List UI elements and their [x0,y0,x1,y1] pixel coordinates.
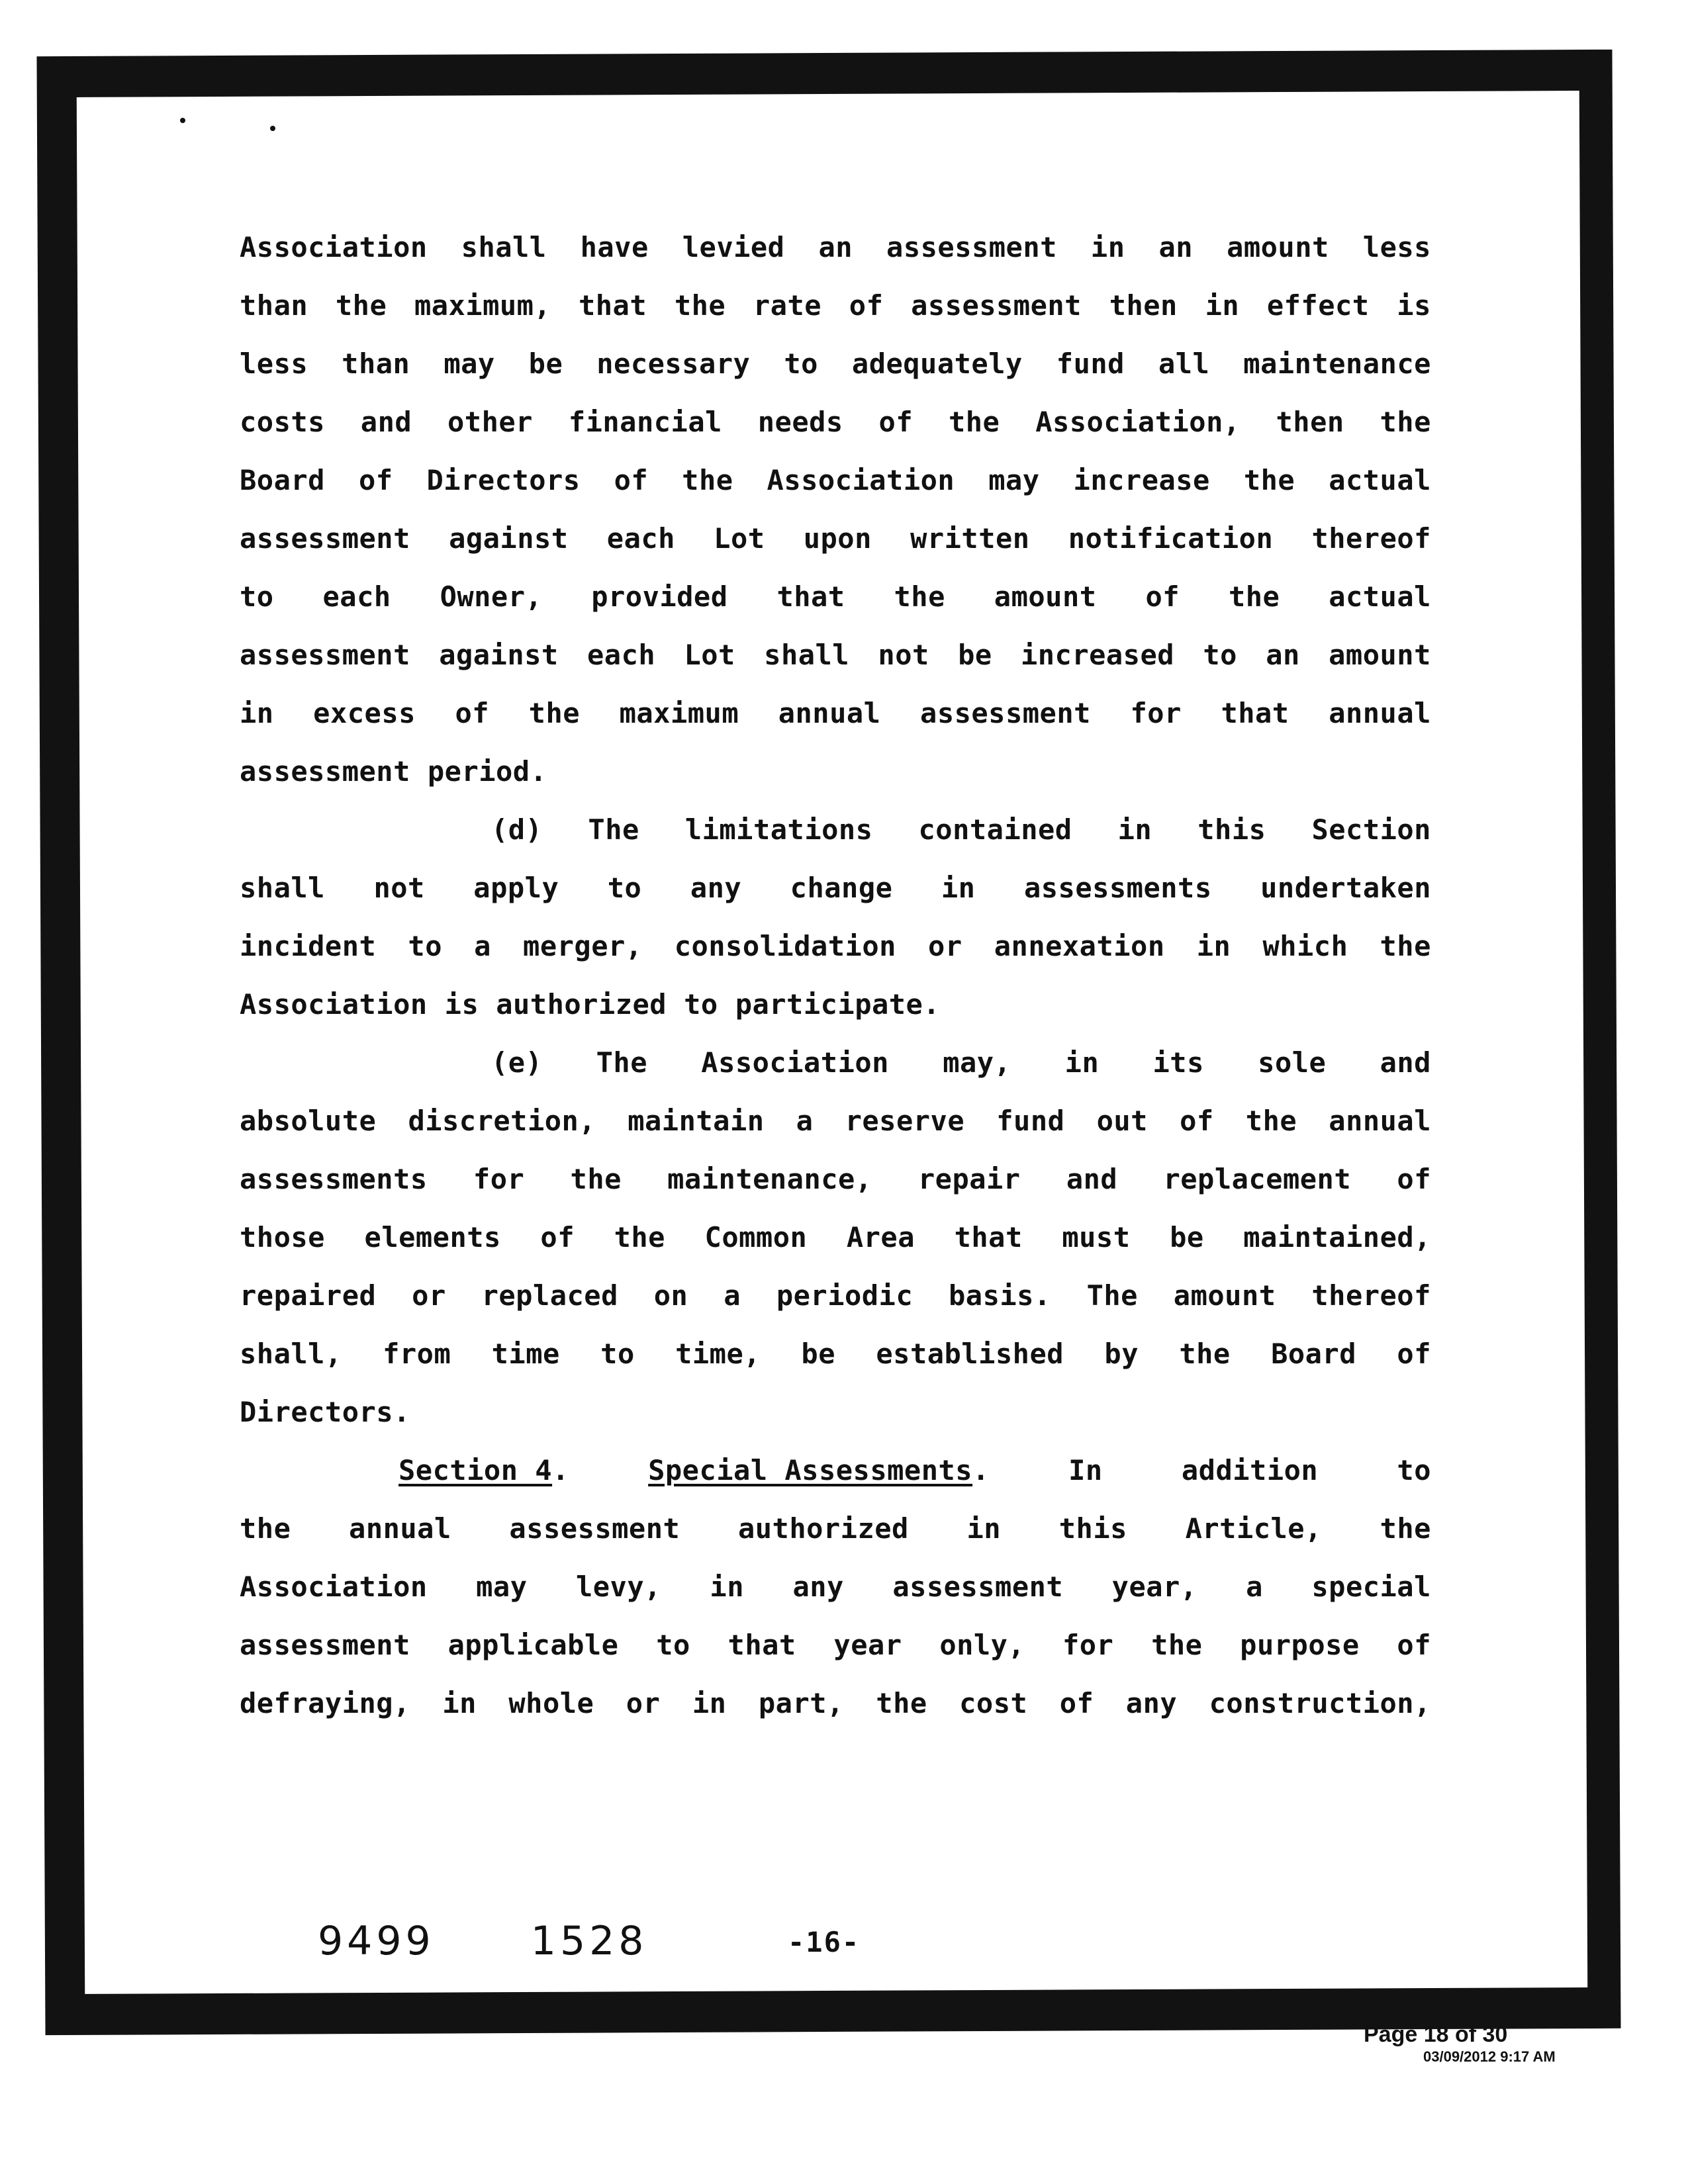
word: the [1179,1338,1231,1370]
word: special [1311,1570,1431,1603]
word: change [790,872,893,904]
word: its [1152,1046,1204,1079]
word: this [1197,813,1266,846]
word: and [1066,1163,1118,1195]
word: written [910,522,1030,555]
text-line [240,568,1431,626]
word: undertaken [1260,872,1431,904]
word: of [455,697,490,729]
word: may, [943,1046,1011,1079]
word: against [449,522,569,555]
word: in [692,1687,727,1719]
word: costs [240,406,325,438]
word: this [1058,1512,1127,1545]
text-line [240,1267,1431,1325]
word: less [240,347,308,380]
text-line [240,218,1431,277]
word: thereof [1311,522,1431,555]
scan-speck [180,118,185,123]
word: those [240,1221,325,1253]
word: of [1397,1338,1431,1370]
word: Section [1311,813,1431,846]
word: may [444,347,495,380]
text-line [240,801,1431,859]
word: in [1117,813,1152,846]
word: in [966,1512,1002,1545]
word: for [1062,1629,1114,1661]
word: annual [349,1512,451,1545]
word: that [1221,697,1289,729]
word: fund [1056,347,1125,380]
word: elements [364,1221,501,1253]
text-line [240,859,1431,917]
word: only, [939,1629,1025,1661]
word: the [1245,1105,1297,1137]
word: in [1064,1046,1100,1079]
word: the [1243,464,1295,496]
word: maintenance, [667,1163,872,1195]
word: replaced [481,1279,618,1312]
word: be [801,1338,835,1370]
word: to [240,580,274,613]
word: levy, [575,1570,661,1603]
text-line [240,1558,1431,1616]
word: year, [1111,1570,1197,1603]
text-line [240,1616,1431,1674]
word: a [724,1279,741,1312]
word: to [600,1338,635,1370]
word: assessment [892,1570,1064,1603]
word: The [596,1046,647,1079]
word: from [383,1338,451,1370]
word: Association [240,231,428,263]
word: amount [1173,1279,1276,1312]
word: an [1266,639,1300,671]
word: the [674,289,726,322]
word: amount [1227,231,1329,263]
word: assessment [240,639,410,671]
word: period. [427,755,547,788]
word: excess [313,697,416,729]
word: cost [959,1687,1028,1719]
word: assessment [920,697,1091,729]
word: the [1228,580,1280,613]
word: other [447,406,533,438]
word: shall [461,231,547,263]
text-line [240,1674,1431,1733]
word: of [358,464,393,496]
text-line [240,917,1431,976]
text-line [240,1150,1431,1208]
word: in [710,1570,744,1603]
text-line [240,393,1431,451]
word: rate [753,289,822,322]
word: or [412,1279,446,1312]
word: Association, [1035,406,1241,438]
word: the [528,697,581,729]
word: the [240,1512,291,1545]
word: defraying, [240,1687,410,1719]
word: The [588,813,639,846]
word: established [876,1338,1064,1370]
word: shall [240,872,325,904]
word: Association [767,464,955,496]
word: annual [1329,697,1431,729]
text-line [240,743,1431,801]
word: than [342,347,410,380]
text-line [240,976,1431,1034]
word: periodic [776,1279,914,1312]
word: Association [240,988,428,1021]
word: replacement [1163,1163,1352,1195]
scan-speck [270,126,275,131]
word: is [444,988,479,1021]
word: maintained, [1243,1221,1431,1253]
text-line [240,626,1431,684]
footer-recording-numbers [318,1918,861,1964]
word: is [1397,289,1431,322]
word: to [684,988,718,1021]
text-line [240,1034,1431,1092]
word: in [1090,231,1125,263]
word: in [442,1687,477,1719]
word: sole [1258,1046,1327,1079]
word: apply [473,872,559,904]
word: any [690,872,742,904]
word: The [1086,1279,1138,1312]
word: increased [1020,639,1175,671]
word: shall [764,639,850,671]
word: each [322,580,391,613]
word: then [1109,289,1178,322]
word: shall, [240,1338,342,1370]
word: assessment [509,1512,680,1545]
word: in [240,697,274,729]
word: which [1262,930,1348,962]
word: the [1380,930,1431,962]
text-line [240,510,1431,568]
text-line [240,1325,1431,1383]
word: of [1145,580,1180,613]
word: needs [757,406,843,438]
word: less [1362,231,1431,263]
word: repaired [240,1279,377,1312]
word: any [1125,1687,1178,1719]
word: out [1096,1105,1148,1137]
word: year [833,1629,902,1661]
word: Special Assessments. [648,1454,990,1486]
word: assessments [240,1163,428,1195]
word: Association [240,1570,428,1603]
word: Directors [426,464,581,496]
word: the [1380,1512,1431,1545]
word: necessary [596,347,751,380]
word: purpose [1240,1629,1360,1661]
word: Board [1271,1338,1357,1370]
word: not [373,872,425,904]
word: may [988,464,1040,496]
word: Association [701,1046,889,1079]
word: of [1180,1105,1214,1137]
word: increase [1073,464,1210,496]
word: must [1062,1221,1131,1253]
word: assessment [911,289,1082,322]
word: effect [1266,289,1370,322]
word: the [894,580,945,613]
word: the [1151,1629,1203,1661]
text-line [240,1500,1431,1558]
word: consolidation [674,930,896,962]
word: Owner, [440,580,543,613]
text-line [240,335,1431,393]
word: of [878,406,914,438]
word: maximum [619,697,739,729]
word: or [928,930,962,962]
text-line [240,1208,1431,1267]
word: assessment [886,231,1057,263]
word: the [570,1163,622,1195]
word: to [784,347,818,380]
word: Common [704,1221,808,1253]
word: assessment [240,522,410,555]
word: for [1130,697,1182,729]
word: absolute [240,1105,377,1137]
text-line [240,1092,1431,1150]
word: each [587,639,656,671]
word: and [360,406,412,438]
word: of [614,464,649,496]
word: the [948,406,1000,438]
word: thereof [1311,1279,1431,1312]
word: annual [778,697,881,729]
word: merger, [523,930,643,962]
page-reference-number: 1528 [530,1918,648,1964]
word: Directors. [240,1396,410,1428]
word: Article, [1185,1512,1322,1545]
word: by [1104,1338,1139,1370]
word: of [1397,1163,1431,1195]
stamp-datetime: 03/09/2012 9:17 AM [1423,2048,1556,2065]
word: any [792,1570,844,1603]
text-line [240,1441,1431,1500]
word: than [240,289,308,322]
word: the [335,289,387,322]
word: upon [803,522,872,555]
word: in [1205,289,1240,322]
word: Lot [684,639,735,671]
word: the [876,1687,927,1719]
word: In [1068,1454,1103,1486]
word: a [796,1105,814,1137]
text-line [240,277,1431,335]
word: to [1397,1454,1431,1486]
word: that [727,1629,796,1661]
word: an [818,231,853,263]
word: assessment [240,1629,410,1661]
text-line [240,684,1431,743]
word: (e) [491,1046,543,1079]
word: applicable [447,1629,619,1661]
word: a [1246,1570,1263,1603]
word: that [578,289,647,322]
word: provided [591,580,728,613]
word: that [954,1221,1023,1253]
word: all [1158,347,1210,380]
word: be [958,639,992,671]
word: actual [1329,580,1431,613]
word: an [1158,231,1194,263]
word: (d) [491,813,543,846]
word: whole [508,1687,594,1719]
word: the [1380,406,1431,438]
word: against [439,639,559,671]
word: amount [994,580,1097,613]
word: each [606,522,675,555]
word: time, [675,1338,761,1370]
word: incident [240,930,377,962]
word: notification [1068,522,1274,555]
word: or [626,1687,661,1719]
word: authorized [737,1512,909,1545]
document-body [240,218,1431,1733]
word: be [528,347,563,380]
word: assessments [1023,872,1212,904]
word: to [1203,639,1237,671]
word: to [607,872,642,904]
word: the [682,464,733,496]
word: addition [1181,1454,1319,1486]
word: of [540,1221,575,1253]
word: in [1196,930,1231,962]
word: part, [758,1687,844,1719]
word: annexation [994,930,1165,962]
text-line [240,451,1431,510]
word: Lot [714,522,765,555]
word: Area [846,1221,915,1253]
word: have [580,231,649,263]
word: basis. [949,1279,1051,1312]
word: annual [1329,1105,1431,1137]
word: Section 4. [399,1454,569,1486]
word: Board [240,464,325,496]
page-number: -16- [788,1926,861,1958]
word: may [476,1570,528,1603]
word: in [941,872,976,904]
word: of [1397,1629,1431,1661]
word: participate. [735,988,941,1021]
word: of [1059,1687,1094,1719]
word: time [491,1338,560,1370]
word: then [1276,406,1344,438]
word: maintenance [1243,347,1431,380]
word: discretion, [408,1105,596,1137]
stamp-page-label: Page 18 of 30 [1364,2022,1508,2047]
word: maintain [628,1105,765,1137]
word: a [474,930,491,962]
word: amount [1329,639,1431,671]
word: authorized [496,988,667,1021]
word: adequately [851,347,1023,380]
word: limitations [684,813,873,846]
word: contained [918,813,1072,846]
word: to [408,930,442,962]
word: assessment [240,755,410,788]
word: to [656,1629,690,1661]
word: for [473,1163,525,1195]
word: fund [996,1105,1065,1137]
word: not [878,639,929,671]
book-number: 9499 [318,1918,435,1964]
word: repair [917,1163,1021,1195]
word: construction, [1209,1687,1431,1719]
word: actual [1329,464,1431,496]
text-line [240,1383,1431,1441]
word: that [776,580,845,613]
word: levied [682,231,785,263]
word: financial [568,406,722,438]
word: of [849,289,884,322]
word: be [1170,1221,1204,1253]
word: reserve [845,1105,965,1137]
word: and [1380,1046,1431,1079]
word: maximum, [414,289,551,322]
word: the [614,1221,665,1253]
word: on [653,1279,688,1312]
